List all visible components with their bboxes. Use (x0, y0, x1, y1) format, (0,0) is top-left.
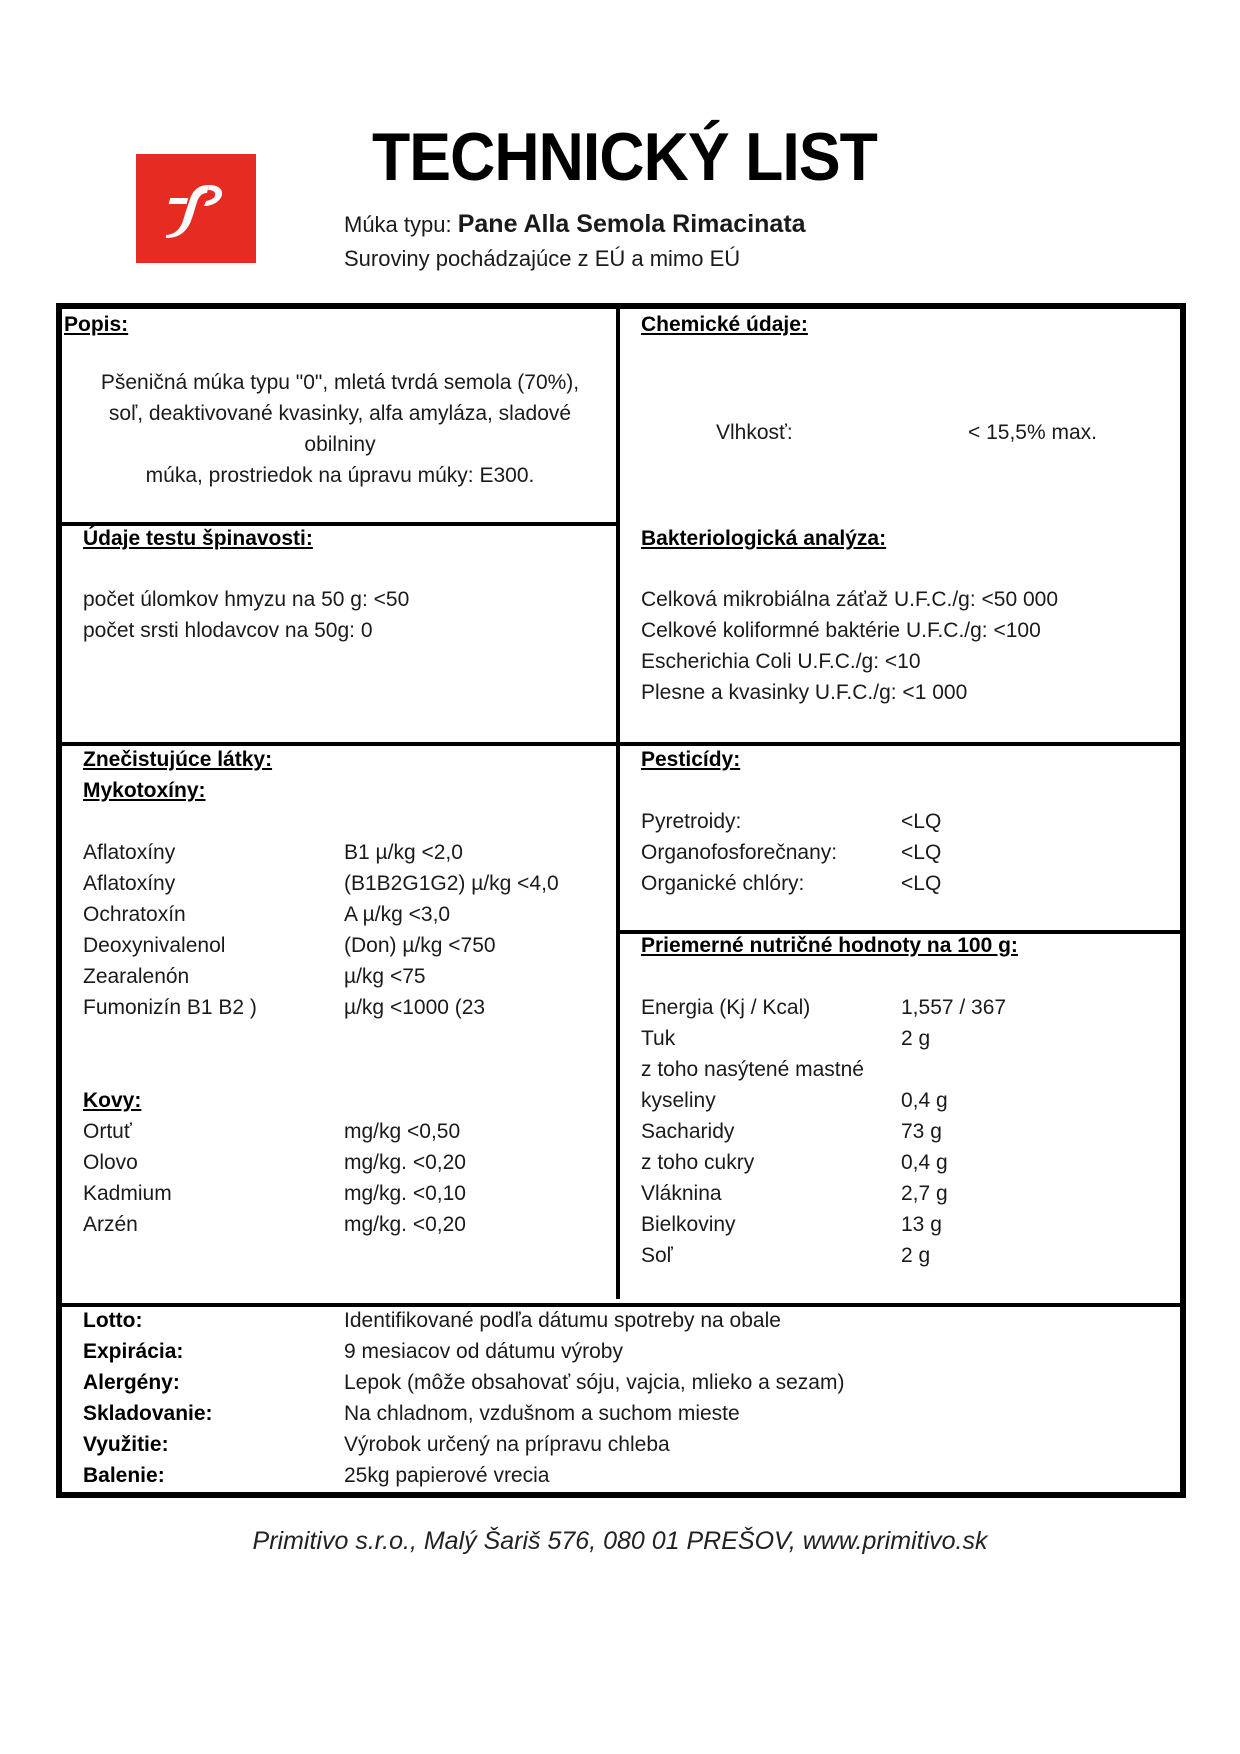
mycotoxin-value: A µ/kg <3,0 (344, 903, 451, 926)
nutrition-value: 2 g (901, 1244, 931, 1267)
filth-test-line: počet úlomkov hmyzu na 50 g: <50 (83, 588, 410, 611)
nutrition-name: Bielkoviny (641, 1213, 736, 1236)
mycotoxin-value: µ/kg <75 (344, 965, 426, 988)
description-line: múka, prostriedok na úpravu múky: E300. (145, 464, 535, 487)
nutrition-name: z toho cukry (641, 1151, 755, 1174)
nutrition-name: kyseliny (641, 1089, 716, 1112)
nutrition-name: Vláknina (641, 1182, 722, 1205)
bacteriology-line: Plesne a kvasinky U.F.C./g: <1 000 (641, 681, 968, 704)
moisture-value: < 15,5% max. (968, 421, 1097, 444)
bacteriology-line: Celková mikrobiálna záťaž U.F.C./g: <50 000 (641, 588, 1058, 611)
flour-type-value: Pane Alla Semola Rimacinata (457, 210, 806, 238)
description-line: soľ, deaktivované kvasinky, alfa amyláza, sladové (108, 402, 572, 425)
product-info-label: Alergény: (83, 1371, 180, 1394)
description-line: Pšeničná múka typu "0", mletá tvrdá semola (70%), (100, 371, 580, 394)
product-info-label: Využitie: (83, 1433, 169, 1456)
mycotoxin-value: B1 µ/kg <2,0 (344, 841, 463, 864)
chemical-heading: Chemické údaje: (641, 313, 808, 336)
metal-name: Olovo (83, 1151, 138, 1174)
nutrition-name: Sacharidy (641, 1120, 735, 1143)
metal-value: mg/kg. <0,10 (344, 1182, 466, 1205)
nutrition-value: 0,4 g (901, 1089, 948, 1112)
company-footer: Primitivo s.r.o., Malý Šariš 576, 080 01 PREŠOV, www.primitivo.sk (252, 1527, 988, 1555)
nutrition-heading: Priemerné nutričné hodnoty na 100 g: (641, 934, 1018, 957)
metal-name: Arzén (83, 1213, 138, 1236)
pesticide-name: Organofosforečnany: (641, 841, 838, 864)
product-info-value: 9 mesiacov od dátumu výroby (344, 1340, 623, 1363)
product-info-label: Expirácia: (83, 1340, 184, 1363)
nutrition-value: 0,4 g (901, 1151, 948, 1174)
fp-logo-glyph (136, 154, 256, 263)
metal-value: mg/kg. <0,20 (344, 1213, 466, 1236)
mycotoxin-name: Zearalenón (83, 965, 190, 988)
mycotoxins-heading: Mykotoxíny: (83, 779, 206, 802)
nutrition-value: 13 g (901, 1213, 942, 1236)
mycotoxin-value: µ/kg <1000 (23 (344, 996, 486, 1019)
pesticides-heading: Pesticídy: (641, 748, 741, 771)
flour-type-label: Múka typu: (344, 212, 458, 237)
nutrition-value: 73 g (901, 1120, 942, 1143)
product-info-value: Na chladnom, vzdušnom a suchom mieste (344, 1402, 740, 1425)
product-info-label: Lotto: (83, 1309, 143, 1332)
pesticide-value: <LQ (901, 841, 942, 864)
metal-name: Kadmium (83, 1182, 172, 1205)
mycotoxin-value: (B1B2G1G2) µ/kg <4,0 (344, 872, 559, 895)
mycotoxin-name: Fumonizín B1 B2 ) (83, 996, 257, 1019)
metal-value: mg/kg. <0,20 (344, 1151, 466, 1174)
origin-line: Suroviny pochádzajúce z EÚ a mimo EÚ (344, 246, 741, 271)
document-title: TECHNICKÝ LIST (372, 119, 877, 195)
product-info-label: Balenie: (83, 1464, 165, 1487)
nutrition-name: Soľ (641, 1244, 673, 1267)
pesticide-name: Pyretroidy: (641, 810, 742, 833)
metals-heading: Kovy: (83, 1089, 142, 1112)
pesticide-value: <LQ (901, 872, 942, 895)
fp-logo-icon (136, 154, 256, 263)
product-info-value: 25kg papierové vrecia (344, 1464, 550, 1487)
filth-test-line: počet srsti hlodavcov na 50g: 0 (83, 619, 373, 642)
product-info-value: Identifikované podľa dátumu spotreby na obale (344, 1309, 781, 1332)
description-text (62, 367, 618, 491)
contaminants-heading: Znečistujúce látky: (83, 748, 273, 771)
product-info-label: Skladovanie: (83, 1402, 213, 1425)
product-info-value: Výrobok určený na prípravu chleba (344, 1433, 670, 1456)
nutrition-name: Tuk (641, 1027, 676, 1050)
product-info-value: Lepok (môže obsahovať sóju, vajcia, mlieko a sezam) (344, 1371, 845, 1394)
pesticide-value: <LQ (901, 810, 942, 833)
description-heading: Popis: (64, 313, 129, 336)
pesticide-name: Organické chlóry: (641, 872, 805, 895)
metal-name: Ortuť (83, 1120, 132, 1143)
nutrition-value: 2,7 g (901, 1182, 948, 1205)
bacteriology-line: Escherichia Coli U.F.C./g: <10 (641, 650, 921, 673)
nutrition-value: 2 g (901, 1027, 931, 1050)
nutrition-name: z toho nasýtené mastné (641, 1058, 864, 1081)
nutrition-name: Energia (Kj / Kcal) (641, 996, 811, 1019)
bacteriology-line: Celkové koliformné baktérie U.F.C./g: <100 (641, 619, 1041, 642)
metal-value: mg/kg <0,50 (344, 1120, 461, 1143)
filth-test-heading: Údaje testu špinavosti: (83, 527, 313, 550)
mycotoxin-name: Aflatoxíny (83, 841, 176, 864)
mycotoxin-value: (Don) µ/kg <750 (344, 934, 496, 957)
bacteriology-heading: Bakteriologická analýza: (641, 527, 887, 550)
description-line: obilniny (304, 433, 376, 456)
mycotoxin-name: Deoxynivalenol (83, 934, 226, 957)
spec-table (56, 303, 1186, 1498)
mycotoxin-name: Aflatoxíny (83, 872, 176, 895)
flour-type-line (344, 210, 806, 239)
nutrition-value: 1,557 / 367 (901, 996, 1007, 1019)
mycotoxin-name: Ochratoxín (83, 903, 186, 926)
moisture-label: Vlhkosť: (716, 421, 793, 444)
